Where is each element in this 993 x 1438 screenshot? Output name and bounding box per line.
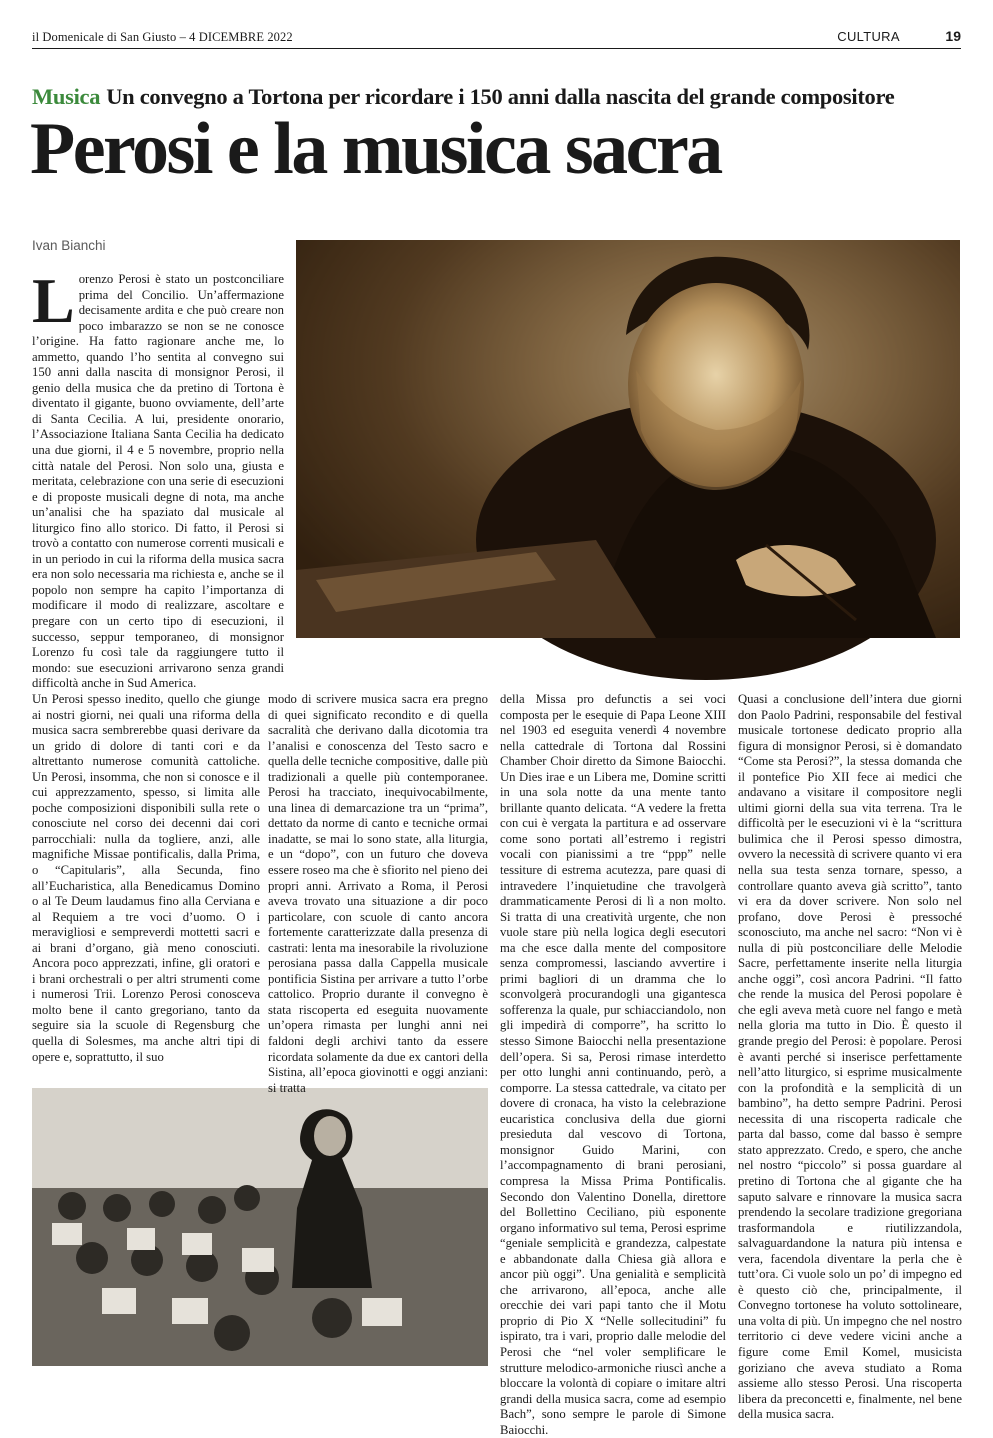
author-byline: Ivan Bianchi bbox=[32, 238, 106, 253]
paragraph-5: Quasi a conclusione dell’intera due giorni don Paolo Padrini, responsabile del festival musicale tortonese dedicato proprio alla figura di monsignor Perosi, si è domandato “Come sta Perosi?”, la stessa domanda che il pontefice Pio XII fece ai medici che andavano a visitare il compositore negli ultimi giorni della sua vita terrena. Tra le difficoltà per le esecuzioni vi è la “scrittura bulimica che il Perosi spesso dimostra, ovvero la necessità di scrivere quanto vi era nella sua testa senza tornare, spesso, a controllare quanto aveva già scritto”, tanto vi era da dover scrivere. Non solo nel profano, dove Perosi è pressoché sconosciuto, ma anche nel sacro: “Non vi è nulla di più postconciliare delle Melodie Sacre, perfettamente inserite nella liturgia anche oggi”, così ancora Padrini. “Il fatto che rende la musica del Perosi popolare è che egli aveva metà cuore nel fango e metà nella gloria ma tutto in Dio. È questo il grande pregio del Perosi: è popolare. Perosi è avanti perché si inserisce perfettamente nell’atto liturgico, si esprime musicalmente con la profondità e la semplicità di un bambino”, ha detto sempre Padrini. Perosi necessita di una riscoperta radicale che parta dal basso, come dal basso è sempre stato apprezzato. Credo, e spero, che anche nel nostro “piccolo” si possa guardare al pretino di Tortona che al gigante che ha saputo salvare e rinnovare la musica sacra prendendo la secolare tradizione gregoriana trasformandola e riutilizzandola, salvaguardandone la natura più intensa e vera, facendola diventare la perla che è tutt’ora. Ci vuole solo un po’ di impegno ed è questo ciò che, principalmente, il Convegno tortonese ha voluto sottolineare, una volta di più. Un impegno che nel nostro territorio ci deve vedere vicini anche a figure come Emil Komel, musicista goriziano che aveva studiato a Roma assieme allo stesso Perosi. Una riscoperta libera da preconcetti e, finalmente, nel bene della musica sacra. bbox=[738, 692, 962, 1422]
header-rule bbox=[32, 48, 961, 49]
page-number: 19 bbox=[945, 28, 961, 44]
drop-cap: L bbox=[32, 265, 75, 336]
paragraph-2: Un Perosi spesso inedito, quello che giunge ai nostri giorni, nei quali una riforma della musica sacra sembrerebbe quasi derivare da un grido di dolore di tanti cori e da altrettanto numerose comunità cattoliche. Un Perosi, insomma, che non si conosce e il cui apprezzamento, spesso, si limita alle poche composizioni disponibili sulla rete o conosciute nel corso dei decenni dai cori parrocchiali: nulla da togliere, anzi, alle magnifiche Missae pontificalis, dalla Prima, o “Capitularis”, alla Secunda, fino all’Eucharistica, alla Benedicamus Domino o al Te Deum laudamus fino alla Cerviana e al Requiem a tre voci d’uomo. O i meravigliosi e sempreverdi mottetti sacri e ai brani d’organo, già meno conosciuti. Ancora poco apprezzati, infine, gli oratori e i brani orchestrali o per altri strumenti come i numerosi Trii. Lorenzo Perosi conosceva molto bene il canto gregoriano, tanto da seguire sia la scuole di Regensburg che quella di Solesmes, ma anche altri tipi di opere e, soprattutto, il suo bbox=[32, 692, 260, 1064]
kicker-text: Un convegno a Tortona per ricordare i 150 anni dalla nascita del grande compositore bbox=[106, 84, 895, 109]
header-publication: il Domenicale di San Giusto – 4 DICEMBRE 2022 bbox=[32, 30, 293, 44]
paragraph-1: orenzo Perosi è stato un postconciliare prima del Concilio. Un’affermazione decisamente ardita e che può creare non poco imbarazzo se non se ne conosce l’origine. Ha fatto ragionare anche me, lo ammetto, quando l’ho sentita al convegno sui 150 anni dalla nascita di monsignor Perosi, il genio della musica che da pretino di Tortona è diventato il gigante, buono ovviamente, dell’arte di Santa Cecilia. A lui, presidente onorario, l’Associazione Italiana Santa Cecilia ha dedicato una due giorni, il 4 e 5 novembre, proprio nella città natale del Perosi. Non solo una, giusta e meritata, celebrazione con una serie di esecuzioni e di proposte musicali degne di nota, ma anche un’analisi che ha spaziato dal musicale al liturgico fino allo storico. Di fatto, il Perosi si trovò a contatto con numerose correnti musicali e in un periodo in cui la riforma della musica sacra era non solo necessaria ma richiesta e, anche se il popolo non sempre ha capito l’importanza di modificare il modo di realizzare, ascoltare e pregare con un certo tipo di esecuzioni, il successo, seppur temporaneo, di monsignor Lorenzo fu così tale da raggiungere tutto il mondo: sue esecuzioni arrivarono senza grandi difficoltà anche in Sud America. bbox=[32, 272, 284, 691]
perosi-writing-photo bbox=[296, 240, 960, 638]
header-right bbox=[837, 28, 961, 44]
photo-illustration bbox=[296, 240, 960, 638]
section-label: CULTURA bbox=[837, 29, 900, 44]
article-column-1b bbox=[32, 692, 260, 1065]
article-column-1a bbox=[32, 265, 284, 692]
choir-illustration bbox=[32, 1088, 488, 1366]
headline: Perosi e la musica sacra bbox=[30, 108, 721, 190]
perosi-choir-photo bbox=[32, 1088, 488, 1366]
paragraph-4: della Missa pro defunctis a sei voci composta per le esequie di Papa Leone XIII nel 1903 ed eseguita venerdì 4 novembre nella cattedrale di Tortona dal Rossini Chamber Choir diretto da Simone Baiocchi. Un Dies irae e un Libera me, Domine scritti in una sola notte da una mente tanto brillante quanto delicata. “A vedere la fretta con cui è vergata la partitura e ad osservare come sono portati all’estremo i registri vocali con pianissimi a tre “ppp” nelle tessiture di estrema acutezza, pare quasi di intravedere l’inquietudine che travolgerà drammaticamente Perosi di lì a non molto. Si tratta di una creatività urgente, che non vuole stare più nella logica degli esecutori ma che esce dalla mente del compositore senza compromessi, lasciando avvertire i primi bagliori di un dramma che lo sconvolgerà procurandogli una gigantesca sofferenza la quale, pur schiacciandolo, non gli impedirà di comporre”, ha scritto lo stesso Simone Baiocchi nella presentazione dell’opera. Si sa, Perosi rimase interdetto per otto lunghi anni continuando, però, a comporre. La stessa cattedrale, va citato per dovere di cronaca, ha visto la celebrazione eucaristica conclusiva della due giorni presieduta dal vescovo di Tortona, monsignor Guido Marini, con l’accompagnamento di brani perosiani, compresa la Missa Prima Pontificalis. Secondo don Valentino Donella, direttore del Bollettino Ceciliano, più esponente organo informativo sul tema, Perosi esprime “geniale semplicità e grandezza, calpestate e abbandonate dalla Chiesa già allora e ancor più oggi”. Una genialità e semplicità che arrivarono, all’epoca, anche alle orecchie dei vari papi tanto che il Motu proprio di Pio X “Nelle sollecitudini” fu ispirato, tra i vari, proprio dalle melodie del Perosi che “nel voler semplificare le strutture melodico-armoniche riuscì anche a bloccare la volontà di copiare o imitare altri grandi della musica sacra, come ad esempio Bach”, sono sempre le parole di Simone Baiocchi. bbox=[500, 692, 726, 1437]
section-tag: Musica bbox=[32, 84, 101, 109]
article-column-3 bbox=[500, 692, 726, 1438]
article-column-2 bbox=[268, 692, 488, 1096]
article-column-4 bbox=[738, 692, 962, 1423]
kicker bbox=[32, 84, 894, 110]
paragraph-3: modo di scrivere musica sacra era pregno di quei significato recondito e di quella sacralità che derivano dalla dicotomia tra l’analisi e conoscenza del Testo sacro e quella delle tecniche compositive, dalle più tradizionali a quelle più contemporanee. Perosi ha tracciato, inequivocabilmente, una linea di demarcazione tra un “prima”, dettato da norme di canto e tecniche ormai inadatte, se mai lo sono state, alla liturgia, e un “dopo”, con un futuro che doveva essere roseo ma che è sfiorito nel pieno dei propri anni. Arrivato a Roma, il Perosi aveva trovato una situazione a dir poco particolare, con scuole di canto ancora fortemente caratterizzate dalla presenza di castrati: lenta ma inesorabile la rivoluzione perosiana passa dalla Cappella musicale pontificia Sistina per arrivare a tutto l’orbe cattolico. Proprio durante il convegno è stata riscoperta ed eseguita nuovamente un’opera rimasta per lunghi anni nei faldoni degli archivi tanto da essere ricordata solamente da due ex cantori della Sistina, all’epoca giovinotti e oggi anziani: si tratta bbox=[268, 692, 488, 1095]
